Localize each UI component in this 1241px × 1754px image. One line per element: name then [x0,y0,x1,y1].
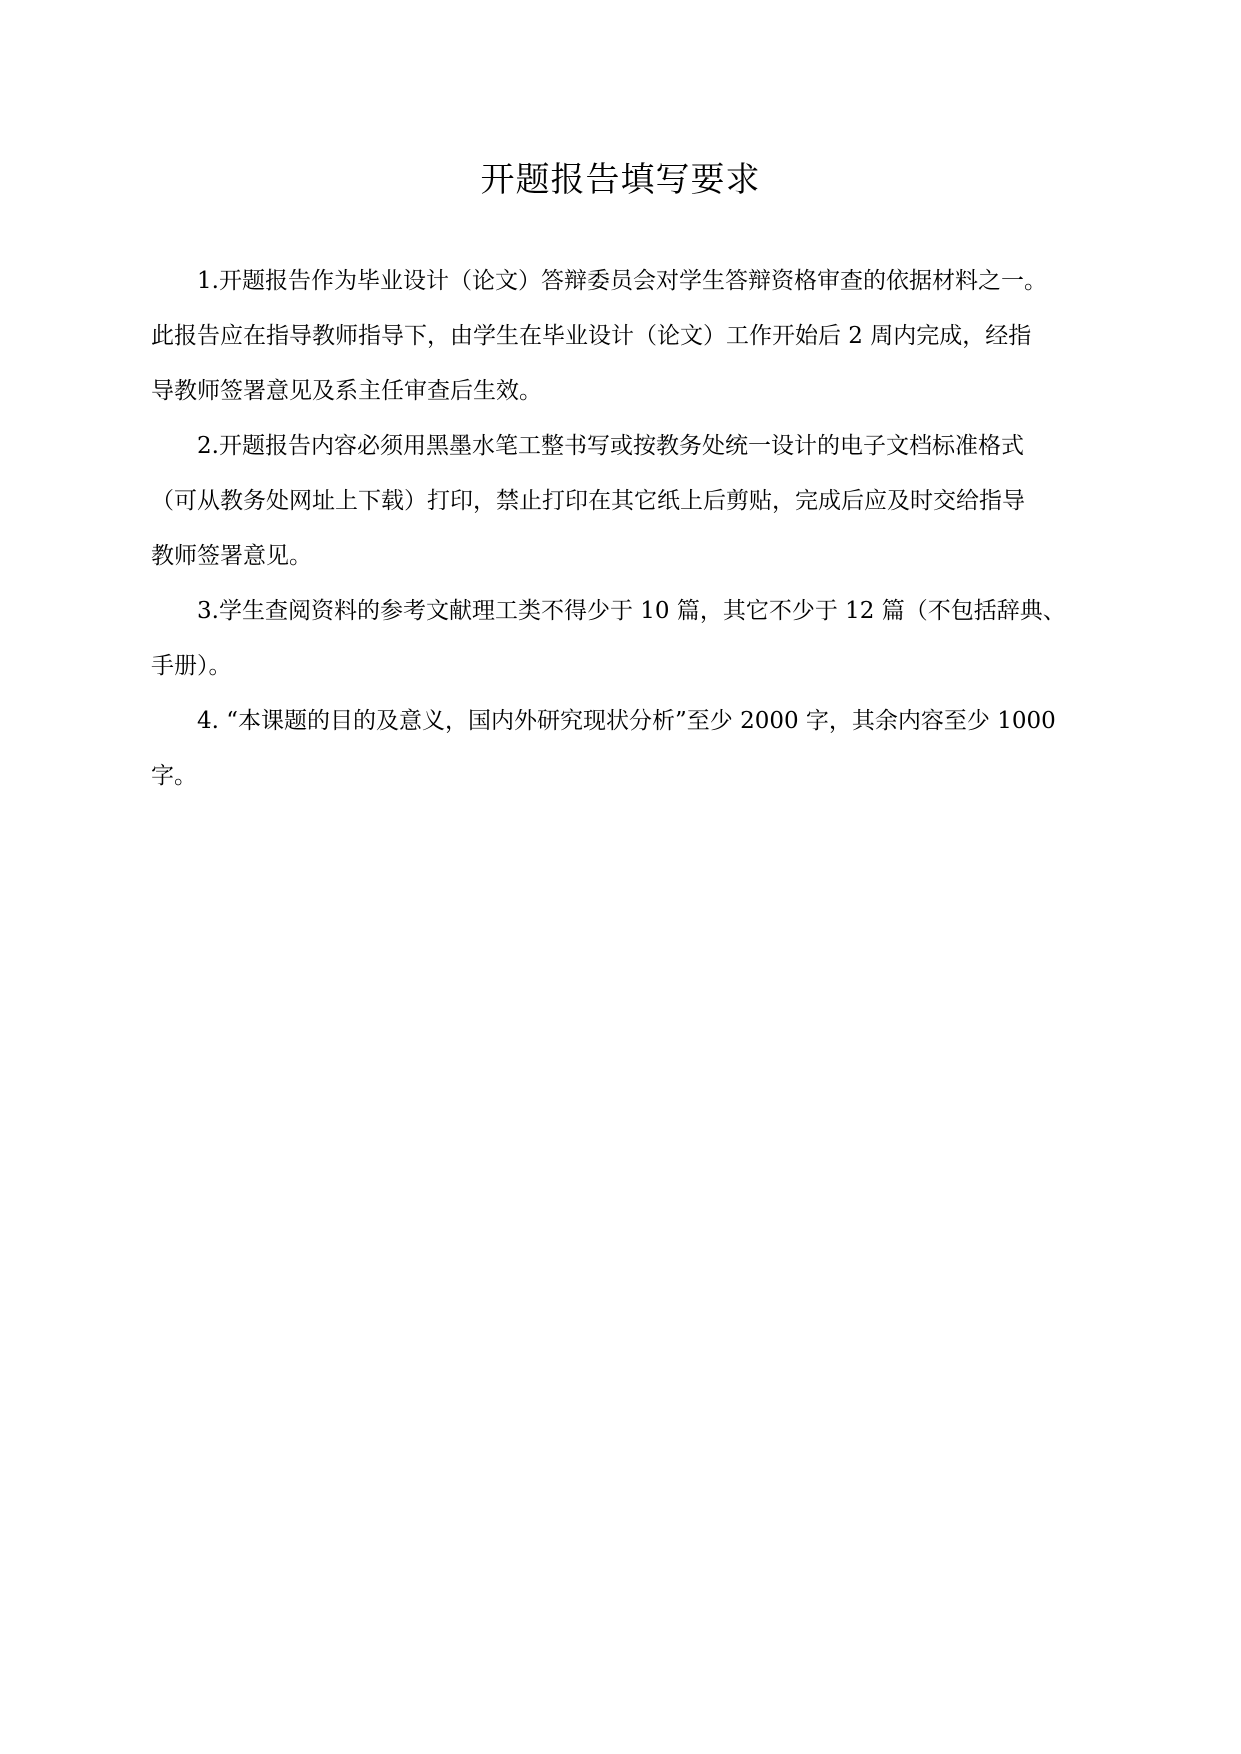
requirement-paragraph-3 [151,584,1091,694]
page-title: 开题报告填写要求 [480,160,761,200]
paragraph-line: 1.开题报告作为毕业设计（论文）答辩委员会对学生答辩资格审查的依据材料之一。 [197,268,1047,294]
paragraph-line: 2.开题报告内容必须用黑墨水笔工整书写或按教务处统一设计的电子文档标准格式 [197,433,1024,459]
paragraph-line: 字。 [151,763,197,789]
paragraph-line: 手册）。 [151,653,232,679]
paragraph-line: （可从教务处网址上下载）打印，禁止打印在其它纸上后剪贴，完成后应及时交给指导 [151,488,1025,514]
paragraph-line: 3.学生查阅资料的参考文献理工类不得少于 10 篇，其它不少于 12 篇（不包括辞典、 [197,598,1066,624]
requirement-paragraph-2 [151,419,1091,584]
paragraph-line: 此报告应在指导教师指导下，由学生在毕业设计（论文）工作开始后 2 周内完成，经指 [151,323,1032,349]
requirement-paragraph-1 [151,254,1091,419]
requirement-paragraph-4 [151,694,1091,804]
document-body [151,254,1091,804]
paragraph-line: 导教师签署意见及系主任审查后生效。 [151,378,542,404]
paragraph-line: 教师签署意见。 [151,543,312,569]
paragraph-line: 4. “本课题的目的及意义，国内外研究现状分析”至少 2000 字，其余内容至少 1000 [197,708,1056,734]
